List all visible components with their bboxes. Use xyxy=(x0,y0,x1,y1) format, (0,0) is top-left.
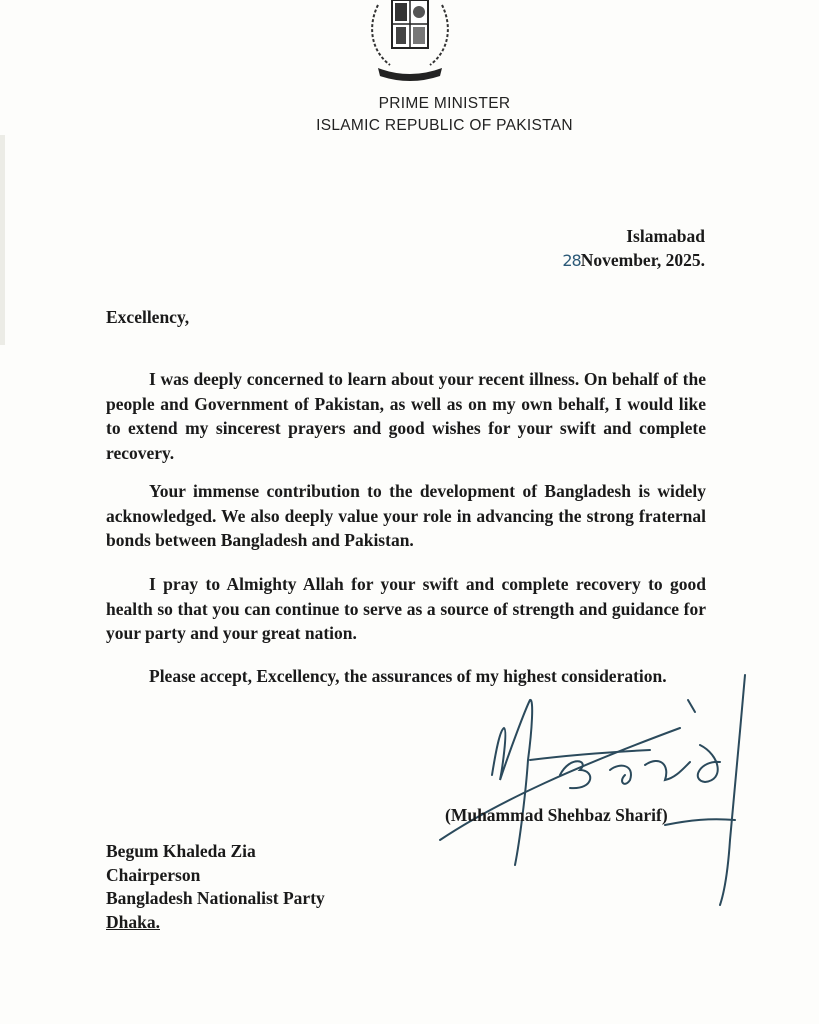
body-paragraph: Your immense contribution to the development of Bangladesh is widely acknowledged. We also deeply value your role in advancing the strong fraternal bonds between Bangladesh and Pakistan. xyxy=(106,481,706,550)
dateline xyxy=(562,224,705,273)
salutation: Excellency, xyxy=(106,307,190,327)
letterhead-country: ISLAMIC REPUBLIC OF PAKISTAN xyxy=(316,117,573,134)
letterhead-office: PRIME MINISTER xyxy=(378,95,511,112)
date-month-year: November, 2025. xyxy=(580,250,705,270)
dateline-place: Islamabad xyxy=(626,226,705,246)
recipient-title: Chairperson xyxy=(106,864,201,885)
body-paragraph: I pray to Almighty Allah for your swift and complete recovery to good health so that you can continue to serve as a source of strength and guidance for your party and your great nation. xyxy=(106,574,706,643)
recipient-city: Dhaka. xyxy=(106,911,160,932)
recipient-name: Begum Khaleda Zia xyxy=(106,841,256,861)
body-paragraph: I was deeply concerned to learn about your recent illness. On behalf of the people and Government of Pakistan, as well as on my own behalf, I would like to extend my sincerest prayers and good wishes for your swift and complete recovery. xyxy=(106,369,706,463)
dateline-date xyxy=(562,248,705,273)
closing-paragraph: Please accept, Excellency, the assurances of my highest consideration. xyxy=(149,666,667,686)
page-edge-shadow xyxy=(0,135,5,345)
handwritten-day: 28 xyxy=(562,251,581,270)
recipient-organization: Bangladesh Nationalist Party xyxy=(106,888,325,908)
signatory-name: (Muhammad Shehbaz Sharif) xyxy=(445,805,668,825)
recipient-address xyxy=(106,840,325,934)
handwritten-signature xyxy=(420,670,770,910)
state-emblem-icon xyxy=(360,0,460,82)
